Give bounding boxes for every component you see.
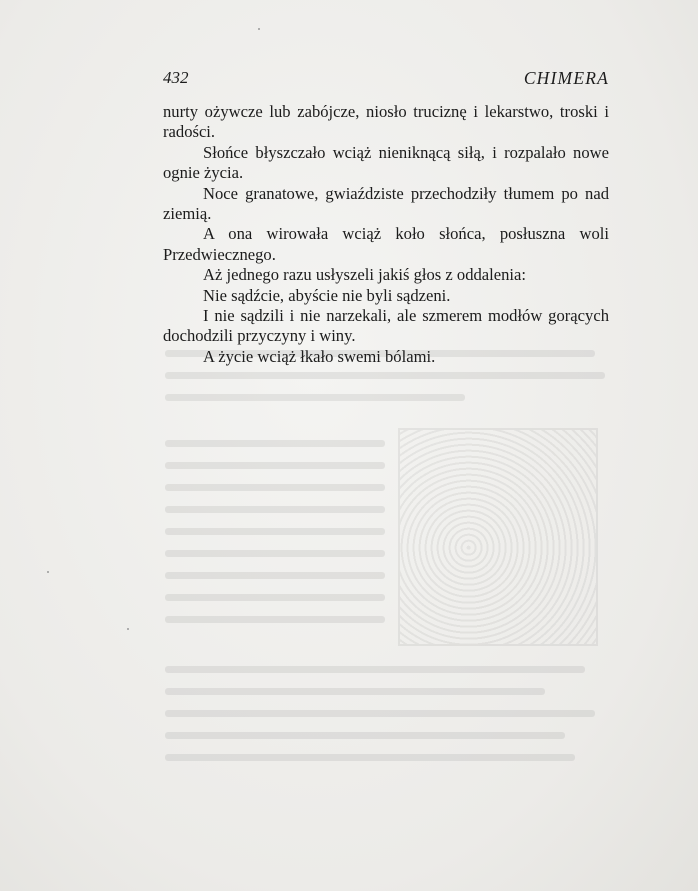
journal-title: CHIMERA — [523, 68, 609, 88]
paragraph: Słońce błyszczało wciąż nieniknącą siłą, i rozpalało nowe ognie życia. — [163, 142, 609, 183]
paragraph: A ona wirowała wciąż koło słońca, posłuszna woli Przedwiecznego. — [163, 224, 609, 264]
paragraph: Aż jednego razu usłyszeli jakiś głos z oddalenia: — [203, 265, 527, 285]
paragraph: I nie sądzili i nie narzekali, ale szmerem modłów gorących dochodzili przyczyny i winy. — [163, 306, 609, 346]
body-text — [163, 102, 609, 367]
paragraph: A życie wciąż łkało swemi bólami. — [203, 346, 436, 366]
paper-speck — [258, 28, 260, 30]
paragraph: Nie sądźcie, abyście nie byli sądzeni. — [203, 285, 451, 305]
paragraph: nurty ożywcze lub zabójcze, niosło truciznę i lekarstwo, troski i radości. — [163, 102, 609, 142]
paper-speck — [127, 628, 129, 630]
page-number: 432 — [163, 68, 189, 87]
paragraph: Noce granatowe, gwiaździste przechodziły tłumem po nad ziemią. — [163, 183, 609, 224]
running-head — [163, 68, 609, 94]
paper-speck — [47, 571, 49, 573]
